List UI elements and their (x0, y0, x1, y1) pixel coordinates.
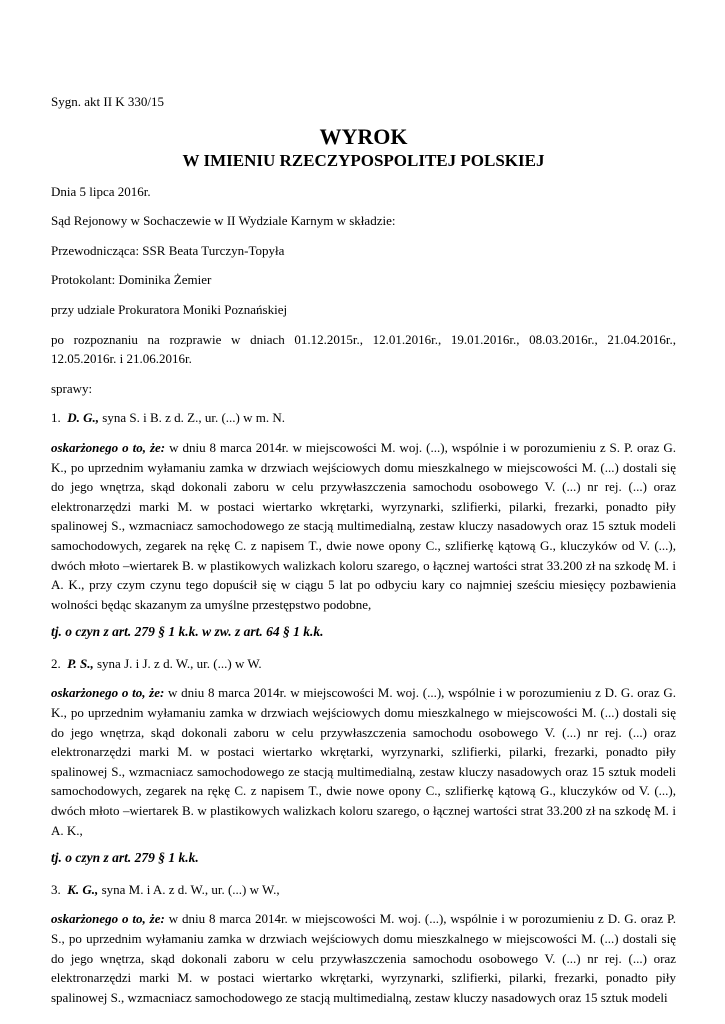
defendant-2-charge (51, 683, 676, 840)
cases-label: sprawy: (51, 380, 93, 396)
charge-text: w dniu 8 marca 2014r. w miejscowości M. woj. (...), wspólnie i w porozumieniu z D. G. oraz P. S., po uprzednim wyłamaniu zamka w drzwiach wejściowych domu mieszkalnego w miejscowości M. (...) dostali się do jego wnętrza, skąd dokonali zaboru w celu przywłaszczenia samochodu osobowego V. (...) nr rej. (...) oraz elektronarzędzi marki M. w postaci wiertarko wkrętarki, wyrzynarki, szlifierki, pilarki, frezarki, ponadto piły spalinowej S., wzmacniacz samochodowego ze stacją multimedialną, zestaw kluczy nasadowych oraz 15 sztuk modeli (51, 911, 676, 1005)
defendant-1-qualification: tj. o czyn z art. 279 § 1 k.k. w zw. z art. 64 § 1 k.k. (51, 624, 324, 640)
defendant-name: K. G., (67, 881, 99, 897)
defendant-details: syna M. i A. z d. W., ur. (...) w W., (98, 881, 280, 897)
defendant-2-header (51, 654, 676, 674)
presiding-judge: Przewodnicząca: SSR Beata Turczyn-Topyła (51, 242, 285, 258)
charge-text: w dniu 8 marca 2014r. w miejscowości M. woj. (...), wspólnie i w porozumieniu z D. G. oraz G. K., po uprzednim wyłamaniu zamka w drzwiach wejściowych domu mieszkalnego w miejscowości M. (...) dostali się do jego wnętrza, skąd dokonali zaboru w celu przywłaszczenia samochodu osobowego V. (...) nr rej. (...) oraz elektronarzędzi marki M. w postaci wiertarko wkrętarki, wyrzynarki, szlifierki, pilarki, frezarki, ponadto piły spalinowej S., wzmacniacz samochodowego ze stacją multimedialną, zestaw kluczy nasadowych oraz 15 sztuk modeli samochodowych, zegarek na rękę C. z napisem T., dwie nowe opony C., szlifierkę kątową G., kluczyków od V. (...), dwóch młoto –wiertarek B. w plastikowych walizkach koloru szarego, o łącznej wartości strat 33.200 zł na szkodę M. i A. K., (51, 685, 676, 838)
charge-label: oskarżonego o to, że: (51, 685, 165, 701)
defendant-details: syna S. i B. z d. Z., ur. (...) w m. N. (99, 410, 285, 426)
case-number: Sygn. akt II K 330/15 (51, 94, 165, 109)
defendant-number: 1. (51, 410, 61, 426)
document-page (51, 92, 676, 1015)
defendant-3-charge (51, 909, 676, 1007)
defendant-number: 3. (51, 881, 61, 897)
charge-label: oskarżonego o to, że: (51, 439, 166, 455)
defendant-1-charge (51, 438, 676, 614)
document-subtitle: W IMIENIU RZECZYPOSPOLITEJ POLSKIEJ (182, 150, 545, 170)
hearing-dates: po rozpoznaniu na rozprawie w dniach 01.12.2015r., 12.01.2016r., 19.01.2016r., 08.03.2016r., 21.04.2016r., 12.05.2016r. i 21.06.2016r. (51, 331, 676, 367)
defendant-2-qualification: tj. o czyn z art. 279 § 1 k.k. (51, 850, 199, 866)
defendant-name: D. G., (67, 410, 100, 426)
prosecutor: przy udziale Prokuratora Moniki Poznańskiej (51, 301, 288, 317)
defendant-3-header (51, 880, 676, 900)
judgment-date: Dnia 5 lipca 2016r. (51, 183, 151, 199)
defendant-number: 2. (51, 655, 61, 671)
document-title: WYROK (319, 123, 408, 149)
charge-label: oskarżonego o to, że: (51, 911, 165, 927)
defendant-name: P. S., (67, 655, 94, 671)
court-composition: Sąd Rejonowy w Sochaczewie w II Wydziale Karnym w składzie: (51, 213, 396, 229)
defendant-details: syna J. i J. z d. W., ur. (...) w W. (93, 655, 262, 671)
defendant-1-header (51, 408, 676, 428)
charge-text: w dniu 8 marca 2014r. w miejscowości M. woj. (...), wspólnie i w porozumieniu z S. P. oraz G. K., po uprzednim wyłamaniu zamka w drzwiach wejściowych domu mieszkalnego w miejscowości M. (...) dostali się do jego wnętrza, skąd dokonali zaboru w celu przywłaszczenia samochodu osobowego V. (...) nr rej. (...) oraz elektronarzędzi marki M. w postaci wiertarko wkrętarki, wyrzynarki, szlifierki, pilarki, frezarki, ponadto piły spalinowej S., wzmacniacz samochodowego ze stacją multimedialną, zestaw kluczy nasadowych oraz 15 sztuk modeli samochodowych, zegarek na rękę C. z napisem T., dwie nowe opony C., szlifierkę kątową G., kluczyków od V. (...), dwóch młoto –wiertarek B. w plastikowych walizkach koloru szarego, o łącznej wartości strat 33.200 zł na szkodę M. i A. K., przy czym czynu tego dopuścił się w ciągu 5 lat po odbyciu kary co najmniej sześciu miesięcy pozbawienia wolności będąc skazanym za umyślne przestępstwo podobne, (51, 439, 676, 612)
court-recorder: Protokolant: Dominika Żemier (51, 272, 212, 288)
